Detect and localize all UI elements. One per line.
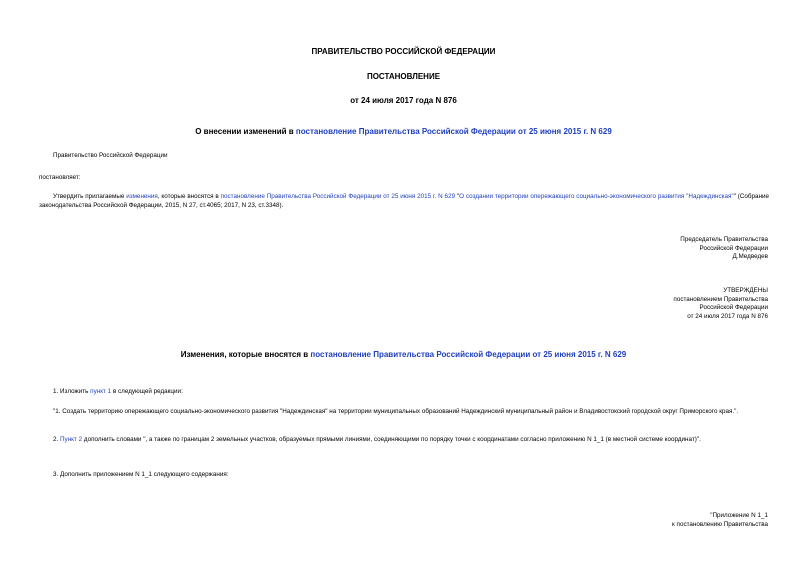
government-line: Правительство Российской Федерации (53, 152, 168, 159)
item-3: 3. Дополнить приложением N 1_1 следующего содержания: (53, 471, 229, 478)
point-1-link[interactable]: пункт 1 (90, 388, 112, 395)
document-title (0, 127, 807, 138)
signature-block: Председатель Правительства Российской Федерации Д.Медведев (680, 236, 768, 260)
doc-type-heading: ПОСТАНОВЛЕНИЕ (366, 72, 441, 81)
government-heading: ПРАВИТЕЛЬСТВО РОССИЙСКОЙ ФЕДЕРАЦИИ (311, 47, 496, 56)
quote-1: "1. Создать территорию опережающего социально-экономического развития "Надеждинская" на территории муниципальных образований Надеждинский муниципальный район и Владивостокский городской округ Приморского края.". (53, 408, 739, 415)
title-link[interactable]: постановление Правительства Российской Федерации от 25 июня 2015 г. N 629 (295, 127, 612, 136)
approved-block: УТВЕРЖДЕНЫ постановлением Правительства Российской Федерации от 24 июля 2017 года N 876 (673, 287, 768, 320)
appendix-block: "Приложение N 1_1 к постановлению Правительства (672, 512, 768, 528)
resolution-link[interactable]: постановление Правительства Российской Федерации от 25 июня 2015 г. N 629 (220, 193, 456, 200)
changes-link[interactable]: изменения (126, 193, 158, 200)
date-number-heading: от 24 июля 2017 года N 876 (350, 96, 457, 105)
changes-title-link[interactable]: постановление Правительства Российской Федерации от 25 июня 2015 г. N 629 (310, 350, 627, 359)
territory-link[interactable]: О создании территории опережающего социально-экономического развития "Надеждинская" (459, 193, 734, 200)
item-1: 1. Изложить пункт 1 в следующей редакции: (53, 388, 183, 395)
item-2: 2. Пункт 2 дополнить словами ", а также по границам 2 земельных участков, образуемых прямыми линиями, соединяющими по порядку точки с координатами согласно приложению N 1_1 (в местной системе координат)". (53, 436, 701, 443)
approve-paragraph: Утвердить прилагаемые изменения, которые вносятся в постановление Правительства Российской Федерации от 25 июня 2015 г. N 629 "О создании территории опережающего социально-экономического развития "Надеждинская"" (Собрание законодательства Российской Федерации, 2015, N 27, ст.4065; 2017, N 23, ст.3348). (39, 193, 769, 209)
point-2-link[interactable]: Пункт 2 (60, 436, 83, 443)
decides-line: постановляет: (39, 174, 81, 181)
title-prefix: О внесении изменений в (195, 127, 296, 136)
changes-title: Изменения, которые вносятся в постановление Правительства Российской Федерации от 25 июня 2015 г. N 629 (180, 350, 627, 359)
